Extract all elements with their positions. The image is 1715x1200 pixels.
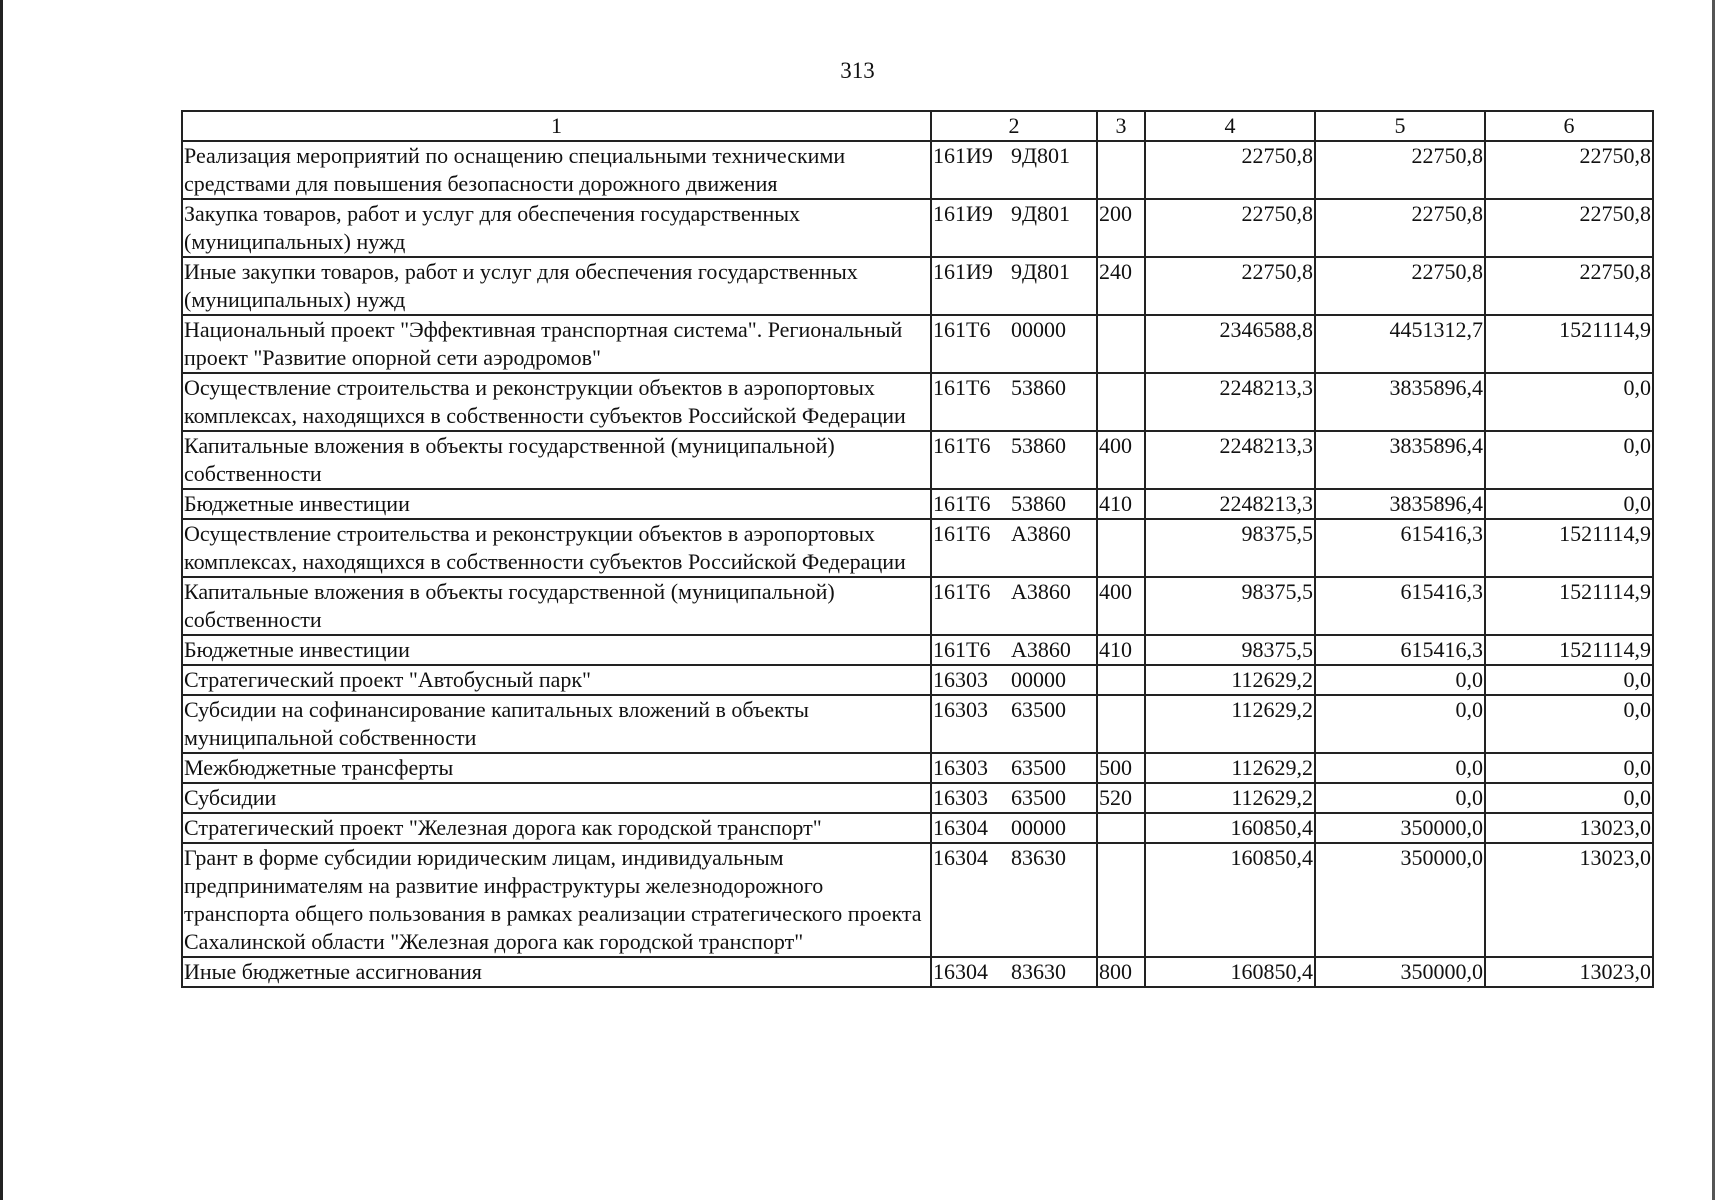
row-name: Иные бюджетные ассигнования: [182, 957, 931, 987]
row-code: [931, 635, 1097, 665]
row-code-a: 16304: [933, 815, 988, 840]
row-value-5: 350000,0: [1315, 957, 1485, 987]
row-value-5: 350000,0: [1315, 843, 1485, 957]
row-code: [931, 199, 1097, 257]
row-name: Субсидии на софинансирование капитальных вложений в объекты муниципальной собственности: [182, 695, 931, 753]
row-name: Реализация мероприятий по оснащению специальными техническими средствами для повышения безопасности дорожного движения: [182, 141, 931, 199]
row-value-6: 0,0: [1485, 783, 1653, 813]
row-expense-type: 400: [1097, 431, 1145, 489]
row-name: Стратегический проект "Железная дорога как городской транспорт": [182, 813, 931, 843]
row-code-b: 00000: [1011, 667, 1066, 692]
table-row: [182, 635, 1653, 665]
row-value-6: 13023,0: [1485, 957, 1653, 987]
row-value-5: 3835896,4: [1315, 373, 1485, 431]
row-name: Бюджетные инвестиции: [182, 635, 931, 665]
row-code: [931, 489, 1097, 519]
row-name: Грант в форме субсидии юридическим лицам, индивидуальным предпринимателям на развитие инфраструктуры железнодорожного транспорта общего пользования в рамках реализации стратегического проекта Сахалинской области "Железная дорога как городской транспорт": [182, 843, 931, 957]
row-value-5: 615416,3: [1315, 635, 1485, 665]
row-code-a: 16303: [933, 667, 988, 692]
row-value-4: 22750,8: [1145, 141, 1315, 199]
row-expense-type: [1097, 519, 1145, 577]
row-code-a: 16304: [933, 959, 988, 984]
table-row: [182, 519, 1653, 577]
row-code: [931, 431, 1097, 489]
row-code-a: 161Т6: [933, 521, 991, 546]
table-row: [182, 199, 1653, 257]
row-value-6: 0,0: [1485, 489, 1653, 519]
row-code-a: 161И9: [933, 201, 993, 226]
row-expense-type: [1097, 141, 1145, 199]
row-expense-type: [1097, 373, 1145, 431]
row-value-6: 0,0: [1485, 373, 1653, 431]
row-value-5: 3835896,4: [1315, 431, 1485, 489]
row-code: [931, 783, 1097, 813]
row-code: [931, 665, 1097, 695]
row-value-6: 1521114,9: [1485, 315, 1653, 373]
row-expense-type: 200: [1097, 199, 1145, 257]
row-value-6: 1521114,9: [1485, 519, 1653, 577]
row-value-5: 0,0: [1315, 753, 1485, 783]
row-value-6: 1521114,9: [1485, 635, 1653, 665]
row-value-5: 615416,3: [1315, 519, 1485, 577]
row-name: Субсидии: [182, 783, 931, 813]
row-code: [931, 813, 1097, 843]
row-value-4: 22750,8: [1145, 199, 1315, 257]
row-code-a: 161Т6: [933, 637, 991, 662]
page-number: 313: [840, 58, 875, 83]
scan-edge-left: [0, 0, 3, 1200]
table-row: [182, 813, 1653, 843]
row-value-4: 112629,2: [1145, 783, 1315, 813]
row-code-b: 63500: [1011, 697, 1066, 722]
row-code-a: 16303: [933, 785, 988, 810]
row-expense-type: [1097, 813, 1145, 843]
row-value-5: 615416,3: [1315, 577, 1485, 635]
row-expense-type: 240: [1097, 257, 1145, 315]
header-col-1: 1: [182, 111, 931, 141]
row-code-a: 161И9: [933, 143, 993, 168]
row-code: [931, 577, 1097, 635]
row-code-a: 16303: [933, 755, 988, 780]
row-expense-type: 410: [1097, 489, 1145, 519]
table-row: [182, 843, 1653, 957]
header-col-3: 3: [1097, 111, 1145, 141]
row-value-4: 160850,4: [1145, 813, 1315, 843]
row-value-4: 160850,4: [1145, 957, 1315, 987]
row-value-4: 112629,2: [1145, 665, 1315, 695]
row-value-5: 350000,0: [1315, 813, 1485, 843]
row-value-5: 22750,8: [1315, 257, 1485, 315]
row-value-6: 1521114,9: [1485, 577, 1653, 635]
row-value-6: 22750,8: [1485, 257, 1653, 315]
table-row: [182, 695, 1653, 753]
table-row: [182, 957, 1653, 987]
header-col-4: 4: [1145, 111, 1315, 141]
row-code-a: 16304: [933, 845, 988, 870]
row-value-5: 0,0: [1315, 665, 1485, 695]
row-code: [931, 843, 1097, 957]
row-code-b: А3860: [1011, 579, 1071, 604]
row-name: Бюджетные инвестиции: [182, 489, 931, 519]
row-code-a: 16303: [933, 697, 988, 722]
row-name: Межбюджетные трансферты: [182, 753, 931, 783]
row-expense-type: 410: [1097, 635, 1145, 665]
row-code: [931, 519, 1097, 577]
row-code-a: 161Т6: [933, 491, 991, 516]
row-value-5: 3835896,4: [1315, 489, 1485, 519]
row-code-a: 161Т6: [933, 433, 991, 458]
row-name: Осуществление строительства и реконструкции объектов в аэропортовых комплексах, находящихся в собственности субъектов Российской Федерации: [182, 373, 931, 431]
row-value-6: 22750,8: [1485, 141, 1653, 199]
row-expense-type: [1097, 665, 1145, 695]
table-row: [182, 489, 1653, 519]
row-code-b: 63500: [1011, 785, 1066, 810]
row-code-b: 53860: [1011, 491, 1066, 516]
row-code-b: 00000: [1011, 317, 1066, 342]
row-code-a: 161Т6: [933, 317, 991, 342]
row-value-4: 2248213,3: [1145, 373, 1315, 431]
row-value-4: 2248213,3: [1145, 489, 1315, 519]
row-expense-type: 500: [1097, 753, 1145, 783]
row-expense-type: 800: [1097, 957, 1145, 987]
row-name: Капитальные вложения в объекты государственной (муниципальной) собственности: [182, 577, 931, 635]
row-code: [931, 373, 1097, 431]
table-row: [182, 577, 1653, 635]
row-value-4: 98375,5: [1145, 519, 1315, 577]
row-expense-type: [1097, 315, 1145, 373]
row-name: Капитальные вложения в объекты государственной (муниципальной) собственности: [182, 431, 931, 489]
row-code-b: 83630: [1011, 845, 1066, 870]
row-value-4: 98375,5: [1145, 635, 1315, 665]
row-name: Закупка товаров, работ и услуг для обеспечения государственных (муниципальных) нужд: [182, 199, 931, 257]
row-code-a: 161И9: [933, 259, 993, 284]
table-row: [182, 141, 1653, 199]
row-code-b: 9Д801: [1011, 259, 1071, 284]
row-value-5: 22750,8: [1315, 141, 1485, 199]
table-row: [182, 783, 1653, 813]
row-code-b: 9Д801: [1011, 201, 1071, 226]
header-col-6: 6: [1485, 111, 1653, 141]
table-header: [182, 111, 1653, 141]
row-value-4: 22750,8: [1145, 257, 1315, 315]
header-row: [182, 111, 1653, 141]
table-row: [182, 257, 1653, 315]
row-name: Иные закупки товаров, работ и услуг для обеспечения государственных (муниципальных) нужд: [182, 257, 931, 315]
row-value-6: 0,0: [1485, 695, 1653, 753]
row-value-4: 98375,5: [1145, 577, 1315, 635]
table-body: [182, 141, 1653, 987]
row-code: [931, 695, 1097, 753]
row-code-b: 63500: [1011, 755, 1066, 780]
row-value-4: 112629,2: [1145, 695, 1315, 753]
row-expense-type: [1097, 695, 1145, 753]
row-value-6: 13023,0: [1485, 813, 1653, 843]
row-expense-type: [1097, 843, 1145, 957]
row-expense-type: 400: [1097, 577, 1145, 635]
row-value-6: 0,0: [1485, 753, 1653, 783]
row-value-6: 0,0: [1485, 431, 1653, 489]
row-code: [931, 257, 1097, 315]
row-code-b: 00000: [1011, 815, 1066, 840]
row-code-b: 53860: [1011, 433, 1066, 458]
table-row: [182, 431, 1653, 489]
row-value-4: 112629,2: [1145, 753, 1315, 783]
row-code-b: 9Д801: [1011, 143, 1071, 168]
row-value-6: 0,0: [1485, 665, 1653, 695]
row-value-6: 13023,0: [1485, 843, 1653, 957]
header-col-5: 5: [1315, 111, 1485, 141]
row-code-b: 53860: [1011, 375, 1066, 400]
row-code: [931, 753, 1097, 783]
row-value-5: 0,0: [1315, 695, 1485, 753]
budget-table: [181, 110, 1654, 988]
table-row: [182, 665, 1653, 695]
row-name: Стратегический проект "Автобусный парк": [182, 665, 931, 695]
header-col-2: 2: [931, 111, 1097, 141]
row-value-4: 2248213,3: [1145, 431, 1315, 489]
row-name: Национальный проект "Эффективная транспортная система". Региональный проект "Развитие опорной сети аэродромов": [182, 315, 931, 373]
row-code-a: 161Т6: [933, 579, 991, 604]
row-value-5: 0,0: [1315, 783, 1485, 813]
row-value-4: 2346588,8: [1145, 315, 1315, 373]
row-code: [931, 315, 1097, 373]
row-value-5: 22750,8: [1315, 199, 1485, 257]
row-value-6: 22750,8: [1485, 199, 1653, 257]
row-code-b: А3860: [1011, 637, 1071, 662]
row-code-b: 83630: [1011, 959, 1066, 984]
table-row: [182, 373, 1653, 431]
row-value-4: 160850,4: [1145, 843, 1315, 957]
row-code: [931, 957, 1097, 987]
table-row: [182, 753, 1653, 783]
row-value-5: 4451312,7: [1315, 315, 1485, 373]
row-code-b: А3860: [1011, 521, 1071, 546]
row-expense-type: 520: [1097, 783, 1145, 813]
row-code-a: 161Т6: [933, 375, 991, 400]
row-code: [931, 141, 1097, 199]
table-row: [182, 315, 1653, 373]
row-name: Осуществление строительства и реконструкции объектов в аэропортовых комплексах, находящихся в собственности субъектов Российской Федерации: [182, 519, 931, 577]
